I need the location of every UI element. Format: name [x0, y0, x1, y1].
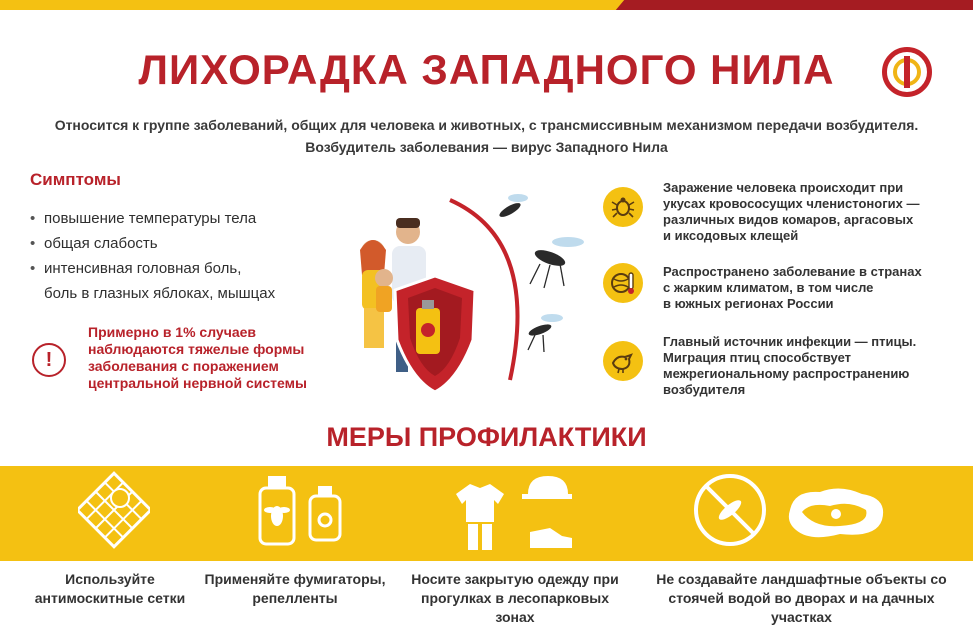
- family-shield-illustration: [340, 180, 610, 405]
- prevention-line: антимоскитные сетки: [34, 590, 186, 606]
- stripe-divider: [556, 0, 624, 10]
- prevention-line: Применяйте фумигаторы,: [204, 571, 386, 587]
- info-line: и иксодовых клещей: [663, 228, 799, 243]
- symptom-item-continued: боль в глазных яблоках, мышцах: [44, 285, 276, 302]
- prevention-line: прогулках в лесопарковых зонах: [420, 590, 609, 625]
- globe-thermometer-icon: [603, 263, 643, 303]
- prevention-heading: МЕРЫ ПРОФИЛАКТИКИ: [326, 422, 647, 452]
- info-line: Заражение человека происходит при: [663, 180, 904, 195]
- info-line: межрегиональному распространению: [663, 366, 910, 381]
- warning-line: заболевания с поражением: [88, 358, 279, 374]
- page-title: ЛИХОРАДКА ЗАПАДНОГО НИЛА: [138, 46, 835, 93]
- no-standing-water-icon: [690, 470, 900, 554]
- subtitle-line-2: Возбудитель заболевания — вирус Западного Нила: [305, 139, 668, 155]
- symptoms-list: [30, 206, 330, 306]
- subtitle-line-1: Относится к группе заболеваний, общих для человека и животных, с трансмиссивным механизмом передачи возбудителя.: [54, 117, 919, 133]
- prevention-clothing-text: [400, 570, 630, 627]
- symptom-item: • повышение температуры тела: [30, 206, 330, 231]
- info-line: Главный источник инфекции — птицы.: [663, 334, 917, 349]
- prevention-line: Носите закрытую одежду при: [411, 571, 619, 587]
- warning-line: Примерно в 1% случаев: [88, 324, 257, 340]
- organization-logo: [882, 47, 932, 97]
- prevention-line: репелленты: [252, 590, 338, 606]
- warning-text: [88, 324, 307, 392]
- warning-line: центральной нервной системы: [88, 375, 307, 391]
- info-line: различных видов комаров, аргасовых: [663, 212, 914, 227]
- warning-line: наблюдаются тяжелые формы: [88, 341, 305, 357]
- repellent-fumigator-icon: [252, 470, 348, 550]
- info-transmission: [663, 180, 919, 244]
- info-line: в южных регионах России: [663, 296, 834, 311]
- prevention-line: Используйте: [65, 571, 155, 587]
- prevention-water-text: [640, 570, 963, 627]
- symptom-item: • общая слабость: [30, 231, 330, 256]
- page-subtitle: [0, 114, 973, 158]
- prevention-line: стоячей водой во дворах и на дачных участках: [668, 590, 935, 625]
- info-source: [663, 334, 916, 398]
- info-line: укусах кровососущих членистоногих —: [663, 196, 920, 211]
- prevention-line: Не создавайте ландшафтные объекты со: [656, 571, 947, 587]
- closed-clothing-icon: [450, 470, 576, 556]
- prevention-nets-text: [20, 570, 200, 608]
- symptoms-heading: Симптомы: [30, 170, 121, 189]
- info-line: возбудителя: [663, 382, 746, 397]
- info-line: Миграция птиц способствует: [663, 350, 852, 365]
- info-line: с жарким климатом, в том числе: [663, 280, 874, 295]
- mosquito-net-icon: [78, 470, 150, 550]
- top-stripe-red: [610, 0, 973, 10]
- prevention-repellents-text: [200, 570, 390, 608]
- top-stripe-yellow: [0, 0, 610, 10]
- exclamation-icon: !: [32, 343, 66, 377]
- tick-icon: [603, 187, 643, 227]
- symptom-item: • интенсивная головная боль,: [30, 256, 330, 281]
- bird-icon: [603, 341, 643, 381]
- info-distribution: [663, 264, 922, 312]
- info-line: Распространено заболевание в странах: [663, 264, 922, 279]
